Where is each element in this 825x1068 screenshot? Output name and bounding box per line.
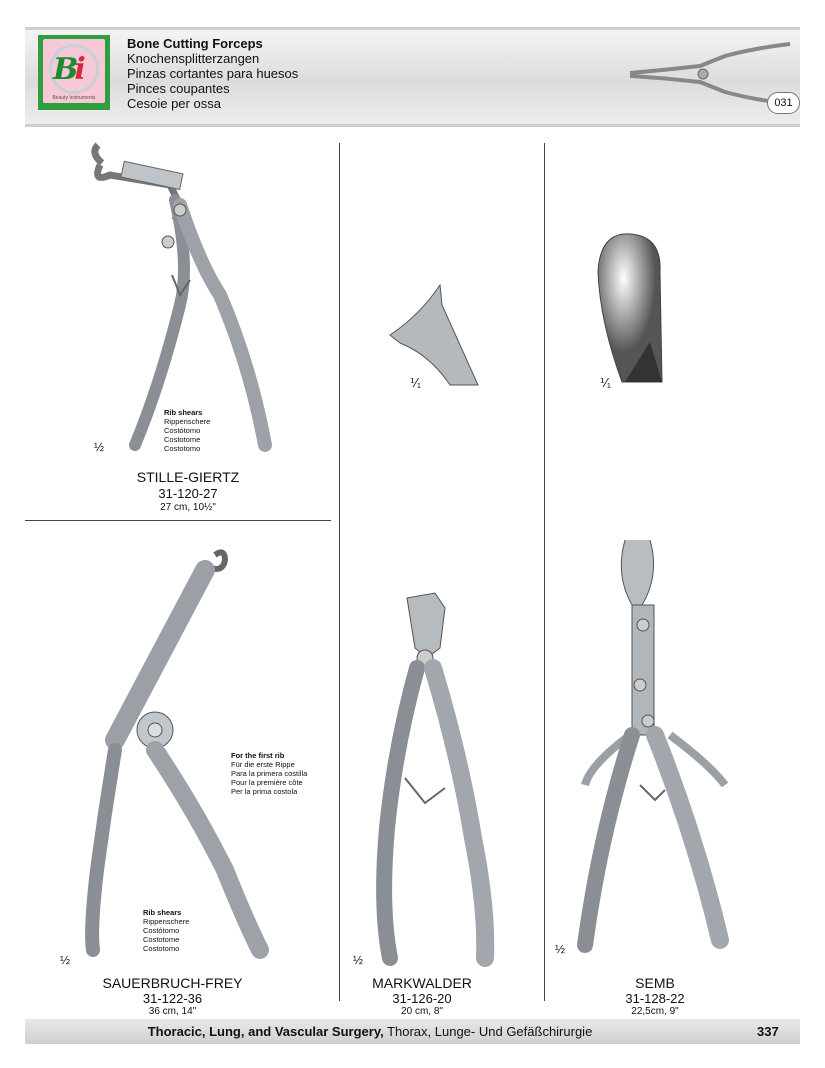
subtitle-es: Pinzas cortantes para huesos [127,66,299,81]
catalog-page-code: 031 [767,92,800,114]
markwalder-forceps-image [365,588,505,973]
column-divider-2 [544,143,545,1001]
semb-code: 31-128-22 [625,991,685,1006]
markwalder-tip-detail-image [390,285,480,385]
semb-scale: ½ [555,942,566,956]
subtitle-de: Knochensplitterzangen [127,51,260,66]
page-title: Bone Cutting Forceps [127,36,263,51]
company-logo: Bi Beauty Instruments [38,35,110,110]
stille-giertz-size: 27 cm, 10½" [160,502,216,513]
semb-detail-scale: ⅟₁ [600,376,611,390]
markwalder-name: MARKWALDER [372,975,472,991]
row-divider [25,520,331,521]
stille-giertz-note: Rib shears Rippenschere Costótomo Costotome Costotomo [164,408,211,453]
stille-giertz-name: STILLE-GIERTZ [136,469,240,485]
catalog-title [127,36,298,111]
markwalder-size: 20 cm, 8" [401,1006,443,1017]
semb-size: 22,5cm, 9" [631,1006,679,1017]
sauerbruch-frey-size: 36 cm, 14" [148,1006,197,1017]
markwalder-detail-scale: ⅟₁ [410,376,421,390]
page-number: 337 [757,1024,779,1039]
footer-section-title: Thoracic, Lung, and Vascular Surgery, Thorax, Lunge- Und Gefäßchirurgie [147,1024,593,1039]
stille-giertz-code: 31-120-27 [158,486,218,501]
column-divider-1 [339,143,340,1001]
sauerbruch-frey-note: Rib shears Rippenschere Costótomo Costotome Costotomo [143,908,190,953]
sauerbruch-frey-first-rib-note: For the first rib Für die erste Rippe Para la primera costilla Pour la première côte Per la prima costola [231,751,308,796]
markwalder-code: 31-126-20 [392,991,452,1006]
subtitle-it: Cesoie per ossa [127,96,221,111]
stille-giertz-scale: ½ [94,440,105,454]
markwalder-scale: ½ [353,953,364,967]
semb-forceps-image [570,535,740,955]
sauerbruch-frey-name: SAUERBRUCH-FREY [102,975,243,991]
sauerbruch-frey-code: 31-122-36 [142,991,203,1006]
semb-tip-detail-image [590,232,670,382]
sauerbruch-frey-scale: ½ [60,953,71,967]
semb-name: SEMB [635,975,675,991]
subtitle-fr: Pinces coupantes [127,81,230,96]
